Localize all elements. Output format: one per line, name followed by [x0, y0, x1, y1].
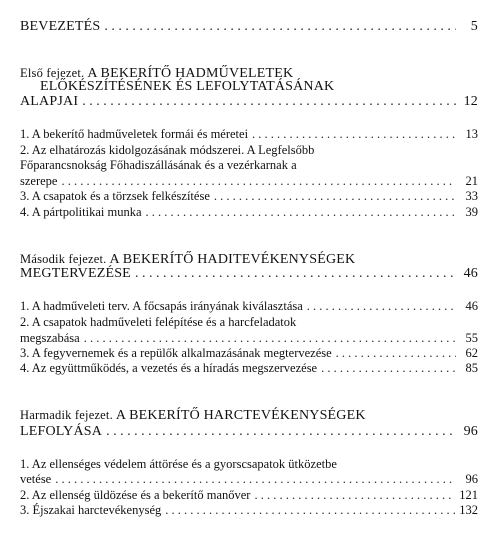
toc-entry-line-2	[20, 158, 478, 172]
leader-dots	[307, 299, 456, 313]
toc-entry[interactable]	[20, 127, 478, 141]
toc-entry-title: 1. A bekerítő hadműveletek formái és méretei	[20, 127, 249, 141]
toc-entry-title: BEVEZETÉS	[20, 19, 101, 34]
toc-entry-title: Főparancsnokság Főhadiszállásának és a vezérkarnak a	[20, 158, 297, 172]
toc-page-number: 46	[465, 299, 478, 313]
leader-dots	[61, 174, 456, 188]
toc-entry-title: 4. Az együttműködés, a vezetés és a híradás megszervezése	[20, 361, 318, 375]
leader-dots	[252, 127, 456, 141]
leader-dots	[104, 20, 456, 34]
toc-entry-line-1[interactable]	[20, 315, 478, 329]
toc-page-number: 13	[465, 127, 478, 141]
toc-entry[interactable]	[20, 488, 478, 502]
toc-page-number: 85	[465, 361, 478, 375]
chapter-prefix: Első fejezet.	[20, 66, 85, 80]
toc-entry-title: szerepe	[20, 174, 58, 188]
toc-page-number: 132	[459, 503, 478, 517]
toc-entry-line-2[interactable]	[20, 472, 478, 486]
chapter-title: A BEKERÍTŐ HADMŰVELETEK	[87, 66, 294, 81]
toc-entry-title: 2. A csapatok hadműveleti felépítése és a harcfeladatok	[20, 315, 297, 329]
toc-page-number: 96	[463, 424, 478, 439]
toc-entry[interactable]	[20, 299, 478, 313]
chapter-prefix: Második fejezet.	[20, 252, 107, 266]
chapter-title: A BEKERÍTŐ HARCTEVÉKENYSÉGEK	[115, 408, 366, 423]
toc-page-number: 55	[465, 331, 478, 345]
toc-page-number: 33	[465, 189, 478, 203]
toc-entry-intro[interactable]	[20, 20, 478, 34]
chapter-title: ALAPJAI	[20, 94, 79, 109]
chapter-title: A BEKERÍTŐ HADITEVÉKENYSÉGEK	[109, 252, 356, 267]
chapter-title: LEFOLYÁSA	[20, 424, 103, 439]
leader-dots	[106, 425, 456, 439]
toc-page-number: 96	[465, 472, 478, 486]
toc-page-number: 62	[465, 346, 478, 360]
toc-entry[interactable]	[20, 205, 478, 219]
leader-dots	[135, 267, 456, 281]
toc-entry[interactable]	[20, 189, 478, 203]
leader-dots	[55, 472, 456, 486]
chapter-title: ELŐKÉSZÍTÉSÉNEK ÉS LEFOLYTATÁSÁNAK	[40, 79, 335, 94]
toc-entry-title: 3. A fegyvernemek és a repülők alkalmazásának megtervezése	[20, 346, 332, 360]
chapter-title: MEGTERVEZÉSE	[20, 266, 131, 281]
toc-entry[interactable]	[20, 503, 478, 517]
toc-entry-line-2[interactable]	[20, 331, 478, 345]
toc-entry-title: 3. A csapatok és a törzsek felkészítése	[20, 189, 210, 203]
toc-page-number: 39	[465, 205, 478, 219]
toc-entry-title: vetése	[20, 472, 52, 486]
leader-dots	[84, 331, 456, 345]
toc-entry-line-1[interactable]	[20, 143, 478, 157]
leader-dots	[321, 361, 456, 375]
table-of-contents	[20, 0, 478, 556]
chapter-1-heading-line-2	[40, 80, 478, 94]
toc-entry-title: 3. Éjszakai harctevékenység	[20, 503, 162, 517]
toc-entry-title: 4. A pártpolitikai munka	[20, 205, 142, 219]
leader-dots	[254, 488, 455, 502]
chapter-3-heading-line-1[interactable]	[20, 408, 478, 422]
toc-page-number: 21	[465, 174, 478, 188]
leader-dots	[165, 503, 455, 517]
chapter-2-heading-line-2[interactable]	[20, 267, 478, 281]
toc-page-number: 121	[459, 488, 478, 502]
toc-entry-title: 1. Az ellenséges védelem áttörése és a gyorscsapatok ütközetbe	[20, 457, 337, 471]
chapter-3-heading-line-2[interactable]	[20, 425, 478, 439]
chapter-1-heading-line-1[interactable]	[20, 66, 478, 80]
toc-entry-title: 1. A hadműveleti terv. A főcsapás irányának kiválasztása	[20, 299, 303, 313]
chapter-1-heading-line-3[interactable]	[20, 95, 478, 109]
leader-dots	[146, 205, 456, 219]
toc-entry-title: megszabása	[20, 331, 80, 345]
toc-entry-title: 2. Az ellenség üldözése és a bekerítő manőver	[20, 488, 251, 502]
toc-entry[interactable]	[20, 346, 478, 360]
toc-entry-title: 2. Az elhatározás kidolgozásának módszerei. A Legfelsőbb	[20, 143, 315, 157]
chapter-prefix: Harmadik fejezet.	[20, 408, 113, 422]
toc-entry-line-1[interactable]	[20, 457, 478, 471]
leader-dots	[336, 346, 456, 360]
chapter-2-heading-line-1[interactable]	[20, 252, 478, 266]
toc-entry[interactable]	[20, 361, 478, 375]
toc-entry-line-3[interactable]	[20, 174, 478, 188]
toc-page-number: 12	[463, 94, 478, 109]
leader-dots	[82, 95, 456, 109]
toc-page-number: 5	[470, 19, 478, 34]
leader-dots	[214, 189, 456, 203]
toc-page-number: 46	[463, 266, 478, 281]
